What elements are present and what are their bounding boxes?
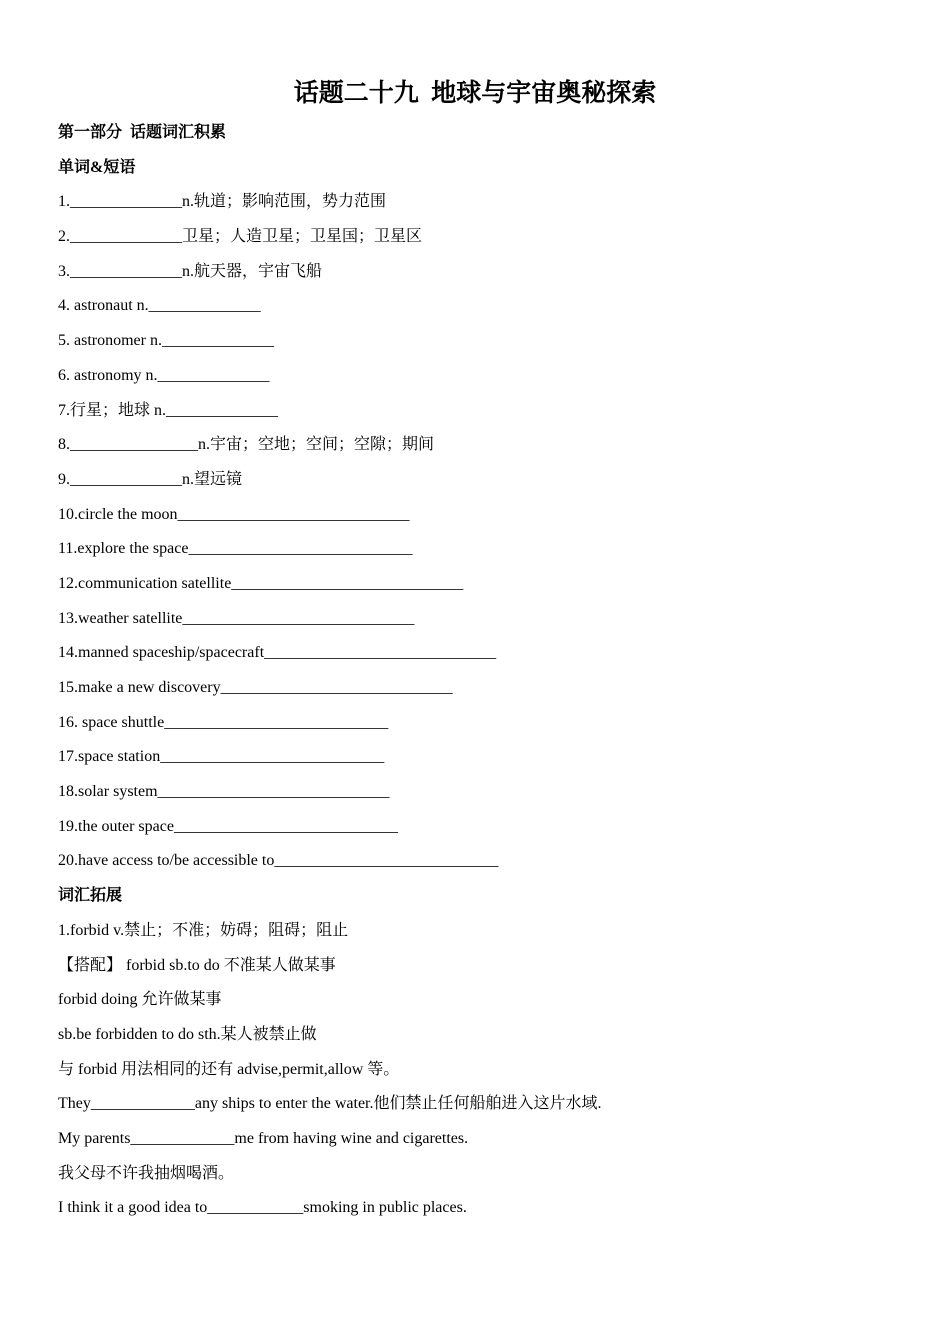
text-line: 14.manned spaceship/spacecraft_____________________________: [58, 644, 497, 662]
text-line: sb.be forbidden to do sth.某人被禁止做: [58, 1025, 317, 1043]
text-line: 15.make a new discovery_____________________________: [58, 679, 453, 696]
section-heading: 第一部分 话题词汇积累: [58, 124, 227, 141]
text-line: 17.space station____________________________: [58, 748, 385, 766]
document-body: [58, 116, 918, 1226]
text-line: 我父母不许我抽烟喝酒。: [58, 1164, 235, 1182]
text-line: 8.________________n.宇宙；空地；空间；空隙；期间: [58, 436, 435, 454]
section-heading: 单词&短语: [58, 158, 136, 176]
text-line: 4. astronaut n.______________: [58, 297, 261, 315]
text-line: 5. astronomer n.______________: [58, 332, 274, 350]
text-line: 9.______________n.望远镜: [58, 470, 243, 488]
text-line: I think it a good idea to____________smoking in public places.: [58, 1199, 467, 1217]
text-line: My parents_____________me from having wine and cigarettes.: [58, 1129, 469, 1147]
text-line: 18.solar system_____________________________: [58, 783, 390, 801]
text-line: 【搭配】 forbid sb.to do 不准某人做某事: [58, 956, 336, 974]
text-line: 7.行星；地球 n.______________: [58, 401, 279, 419]
text-line: 11.explore the space____________________________: [58, 540, 413, 558]
text-line: 2.______________卫星；人造卫星；卫星国；卫星区: [58, 228, 423, 246]
text-line: 1.forbid v.禁止；不准；妨碍；阻碍；阻止: [58, 921, 349, 939]
text-line: forbid doing 允许做某事: [58, 991, 222, 1009]
text-line: 19.the outer space____________________________: [58, 817, 398, 835]
text-line: 与 forbid 用法相同的还有 advise,permit,allow 等。: [58, 1060, 400, 1078]
text-line: 12.communication satellite_____________________________: [58, 574, 464, 592]
text-line: 3.______________n.航天器，宇宙飞船: [58, 262, 323, 280]
section-heading: 词汇拓展: [58, 887, 123, 905]
text-line: 13.weather satellite_____________________________: [58, 609, 415, 627]
text-line: 16. space shuttle____________________________: [58, 713, 389, 731]
text-line: 1.______________n.轨道；影响范围，势力范围: [58, 193, 387, 211]
text-line: 6. astronomy n.______________: [58, 366, 270, 384]
text-line: They_____________any ships to enter the water.他们禁止任何船舶进入这片水域.: [58, 1095, 602, 1113]
page-title: 话题二十九 地球与宇宙奥秘探索: [293, 80, 657, 107]
text-line: 10.circle the moon_____________________________: [58, 505, 410, 523]
text-line: 20.have access to/be accessible to____________________________: [58, 852, 499, 870]
